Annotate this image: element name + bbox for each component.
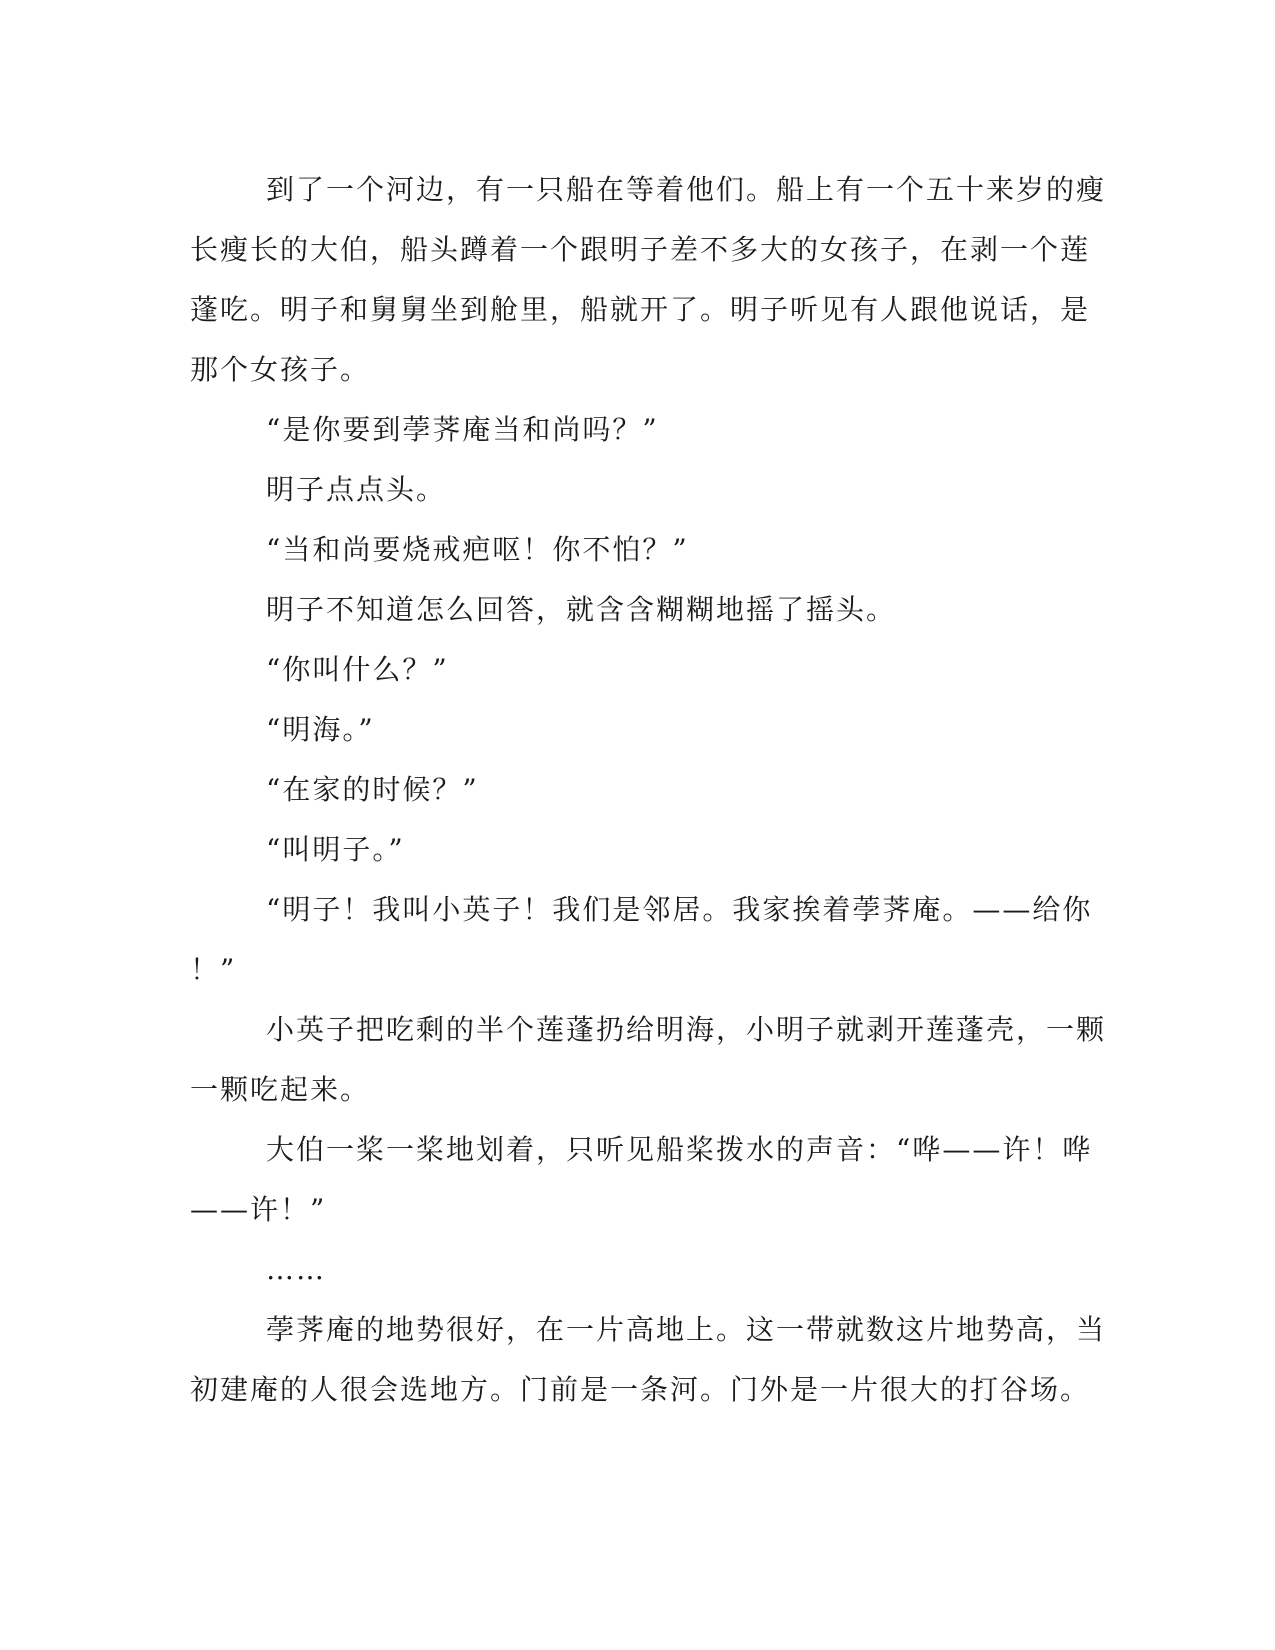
text-line: 一颗吃起来。 bbox=[190, 1073, 371, 1106]
paragraph-arrival bbox=[190, 160, 1107, 400]
paragraph-lotus bbox=[190, 1000, 1107, 1120]
text-line: “你叫什么？” bbox=[266, 653, 449, 686]
text-line: ——许！” bbox=[190, 1193, 327, 1226]
paragraph-nod bbox=[190, 460, 1090, 520]
paragraph-dialogue-3 bbox=[190, 640, 1090, 700]
paragraph-rowing bbox=[190, 1120, 1093, 1240]
text-line: 明子不知道怎么回答，就含含糊糊地摇了摇头。 bbox=[266, 593, 897, 626]
text-line: ！” bbox=[190, 953, 237, 986]
text-line: …… bbox=[266, 1253, 326, 1286]
paragraph-dialogue-5 bbox=[190, 760, 1090, 820]
text-line: “明海。” bbox=[266, 713, 375, 746]
text-line: “叫明子。” bbox=[266, 833, 405, 866]
paragraph-dialogue-2 bbox=[190, 520, 1090, 580]
text-line: 小英子把吃剩的半个莲蓬扔给明海，小明子就剥开莲蓬壳，一颗 bbox=[266, 1013, 1107, 1046]
paragraph-dialogue-4 bbox=[190, 700, 1090, 760]
text-line: 初建庵的人很会选地方。门前是一条河。门外是一片很大的打谷场。 bbox=[190, 1373, 1091, 1406]
text-line: 那个女孩子。 bbox=[190, 353, 371, 386]
paragraph-shake-head bbox=[190, 580, 1090, 640]
text-line: 大伯一桨一桨地划着，只听见船桨拨水的声音：“哗——许！哗 bbox=[266, 1133, 1093, 1166]
text-line: 长瘦长的大伯，船头蹲着一个跟明子差不多大的女孩子，在剥一个莲 bbox=[190, 233, 1091, 266]
document-body bbox=[190, 160, 1107, 1420]
text-line: 明子点点头。 bbox=[266, 473, 447, 506]
text-line: “在家的时候？” bbox=[266, 773, 479, 806]
text-line: “是你要到荸荠庵当和尚吗？” bbox=[266, 413, 659, 446]
text-line: 荸荠庵的地势很好，在一片高地上。这一带就数这片地势高，当 bbox=[266, 1313, 1107, 1346]
paragraph-dialogue-6 bbox=[190, 820, 1090, 880]
paragraph-ellipsis bbox=[190, 1240, 1090, 1300]
text-line: 到了一个河边，有一只船在等着他们。船上有一个五十来岁的瘦 bbox=[266, 173, 1107, 206]
paragraph-temple bbox=[190, 1300, 1107, 1420]
text-line: 蓬吃。明子和舅舅坐到舱里，船就开了。明子听见有人跟他说话，是 bbox=[190, 293, 1091, 326]
paragraph-dialogue-1 bbox=[190, 400, 1090, 460]
text-line: “明子！我叫小英子！我们是邻居。我家挨着荸荠庵。——给你 bbox=[266, 893, 1093, 926]
text-line: “当和尚要烧戒疤呕！你不怕？” bbox=[266, 533, 689, 566]
paragraph-dialogue-7 bbox=[190, 880, 1093, 1000]
